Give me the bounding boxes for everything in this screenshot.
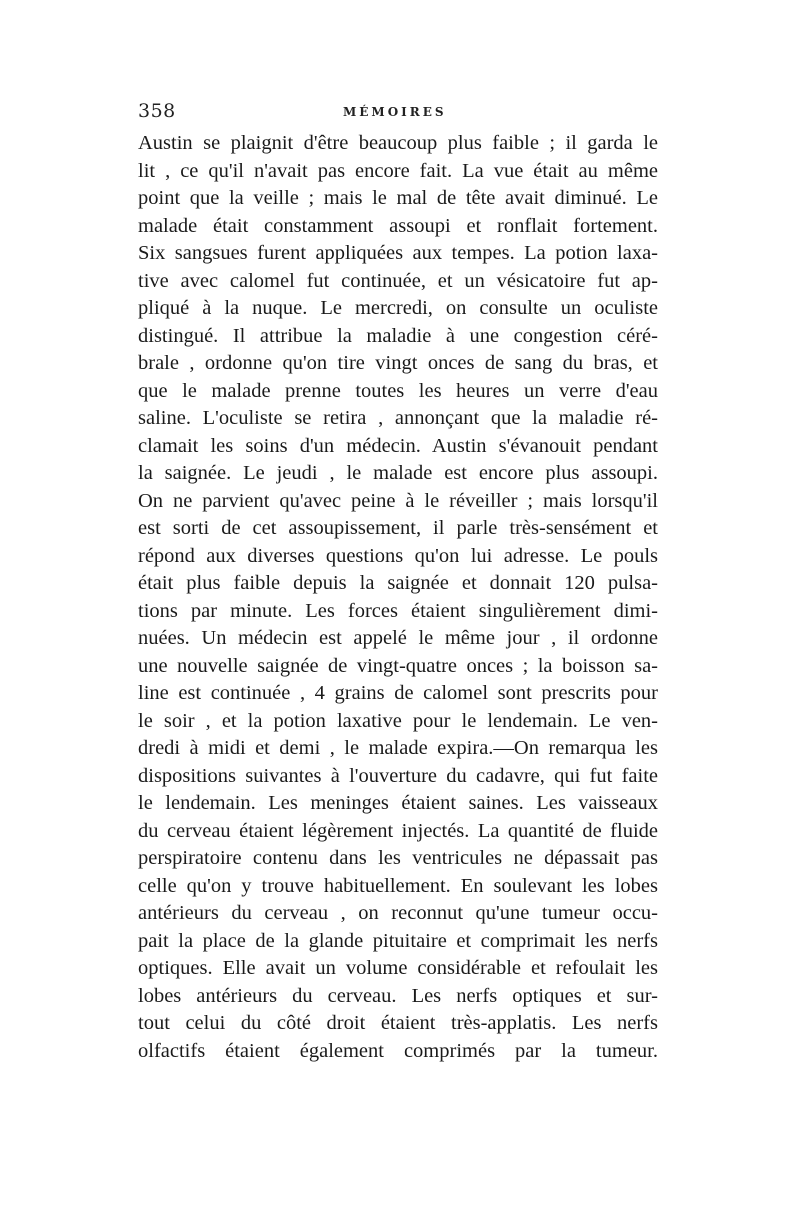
- text-line: du cerveau étaient légèrement injectés. La quantité de fluide: [138, 819, 658, 842]
- text-line: perspiratoire contenu dans les ventricules ne dépassait pas: [138, 847, 658, 869]
- text-line: antérieurs du cerveau , on reconnut qu'une tumeur occu-: [138, 902, 658, 924]
- text-line: malade était constamment assoupi et ronflait fortement.: [138, 214, 658, 237]
- text-line: olfactifs étaient également comprimés par la tumeur.: [138, 1039, 658, 1062]
- text-line: tive avec calomel fut continuée, et un vésicatoire fut ap-: [138, 269, 658, 292]
- text-line: Austin se plaignit d'être beaucoup plus faible ; il garda le: [138, 132, 658, 154]
- text-line: point que la veille ; mais le mal de tête avait diminué. Le: [138, 187, 658, 209]
- text-line: distingué. Il attribue la maladie à une congestion céré-: [138, 324, 658, 347]
- text-line: pliqué à la nuque. Le mercredi, on consulte un oculiste: [138, 297, 658, 319]
- body-text: [138, 130, 658, 1065]
- text-line: une nouvelle saignée de vingt-quatre onces ; la boisson sa-: [138, 654, 658, 677]
- text-line: dredi à midi et demi , le malade expira.—On remarqua les: [138, 737, 658, 759]
- text-line: lobes antérieurs du cerveau. Les nerfs optiques et sur-: [138, 984, 658, 1007]
- text-line: était plus faible depuis la saignée et donnait 120 pulsa-: [138, 572, 658, 594]
- page-header: [138, 100, 653, 124]
- text-line: nuées. Un médecin est appelé le même jour , il ordonne: [138, 627, 658, 649]
- text-line: que le malade prenne toutes les heures un verre d'eau: [138, 379, 658, 402]
- text-line: lit , ce qu'il n'avait pas encore fait. La vue était au même: [138, 159, 658, 182]
- text-line: la saignée. Le jeudi , le malade est encore plus assoupi.: [138, 462, 658, 484]
- text-line: le lendemain. Les meninges étaient saines. Les vaisseaux: [138, 792, 658, 814]
- text-line: brale , ordonne qu'on tire vingt onces de sang du bras, et: [138, 352, 658, 374]
- text-line: optiques. Elle avait un volume considérable et refoulait les: [138, 957, 658, 979]
- text-line: dispositions suivantes à l'ouverture du cadavre, qui fut faite: [138, 764, 658, 787]
- text-line: On ne parvient qu'avec peine à le réveiller ; mais lorsqu'il: [138, 489, 658, 512]
- text-line: tout celui du côté droit étaient très-applatis. Les nerfs: [138, 1012, 658, 1034]
- text-line: répond aux diverses questions qu'on lui adresse. Le pouls: [138, 544, 658, 567]
- text-line: saline. L'oculiste se retira , annonçant que la maladie ré-: [138, 407, 658, 429]
- running-title: MÉMOIRES: [343, 105, 447, 119]
- text-line: line est continuée , 4 grains de calomel sont prescrits pour: [138, 682, 658, 704]
- page-number: 358: [138, 100, 176, 122]
- text-line: pait la place de la glande pituitaire et comprimait les nerfs: [138, 929, 658, 952]
- text-line: est sorti de cet assoupissement, il parle très-sensément et: [138, 517, 658, 539]
- text-line: Six sangsues furent appliquées aux tempes. La potion laxa-: [138, 242, 658, 264]
- text-line: clamait les soins d'un médecin. Austin s'évanouit pendant: [138, 434, 658, 457]
- text-line: tions par minute. Les forces étaient singulièrement dimi-: [138, 599, 658, 622]
- text-line: le soir , et la potion laxative pour le lendemain. Le ven-: [138, 709, 658, 732]
- text-line: celle qu'on y trouve habituellement. En soulevant les lobes: [138, 874, 658, 897]
